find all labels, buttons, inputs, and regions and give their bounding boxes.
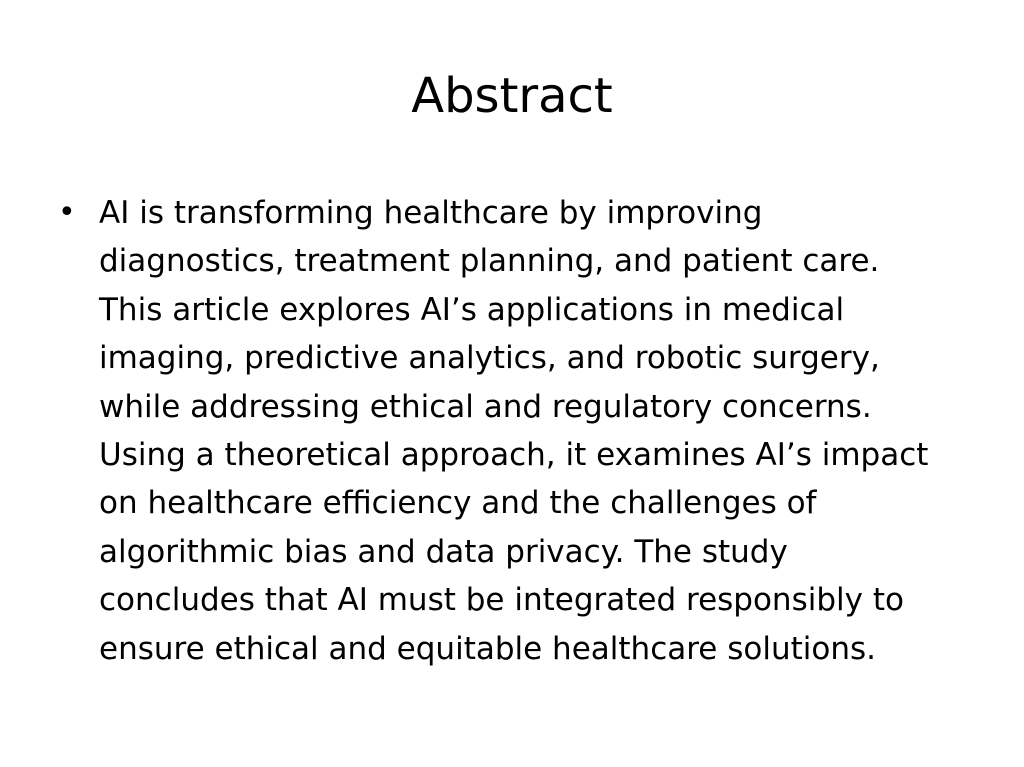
bullet-line: ensure ethical and equitable healthcare solutions. <box>99 630 876 667</box>
bullet-line: imaging, predictive analytics, and robotic surgery, <box>99 340 880 377</box>
bullet-line: on healthcare efficiency and the challenges of <box>99 485 817 522</box>
bullet-line: diagnostics, treatment planning, and patient care. <box>99 243 880 280</box>
bullet-line: This article explores AI’s applications in medical <box>99 291 845 328</box>
bullet-line: Using a theoretical approach, it examines AI’s impact <box>99 437 929 474</box>
slide-title: Abstract <box>411 68 613 124</box>
bullet-line: concludes that AI must be integrated responsibly to <box>99 582 904 619</box>
bullet-item <box>58 189 968 673</box>
bullet-line: AI is transforming healthcare by improving <box>99 195 763 231</box>
bullet-line: algorithmic bias and data privacy. The study <box>99 533 788 570</box>
slide-body <box>58 189 968 673</box>
bullet-line: while addressing ethical and regulatory concerns. <box>99 388 872 425</box>
bullet-text <box>99 189 968 673</box>
bullet-icon: • <box>58 195 76 230</box>
